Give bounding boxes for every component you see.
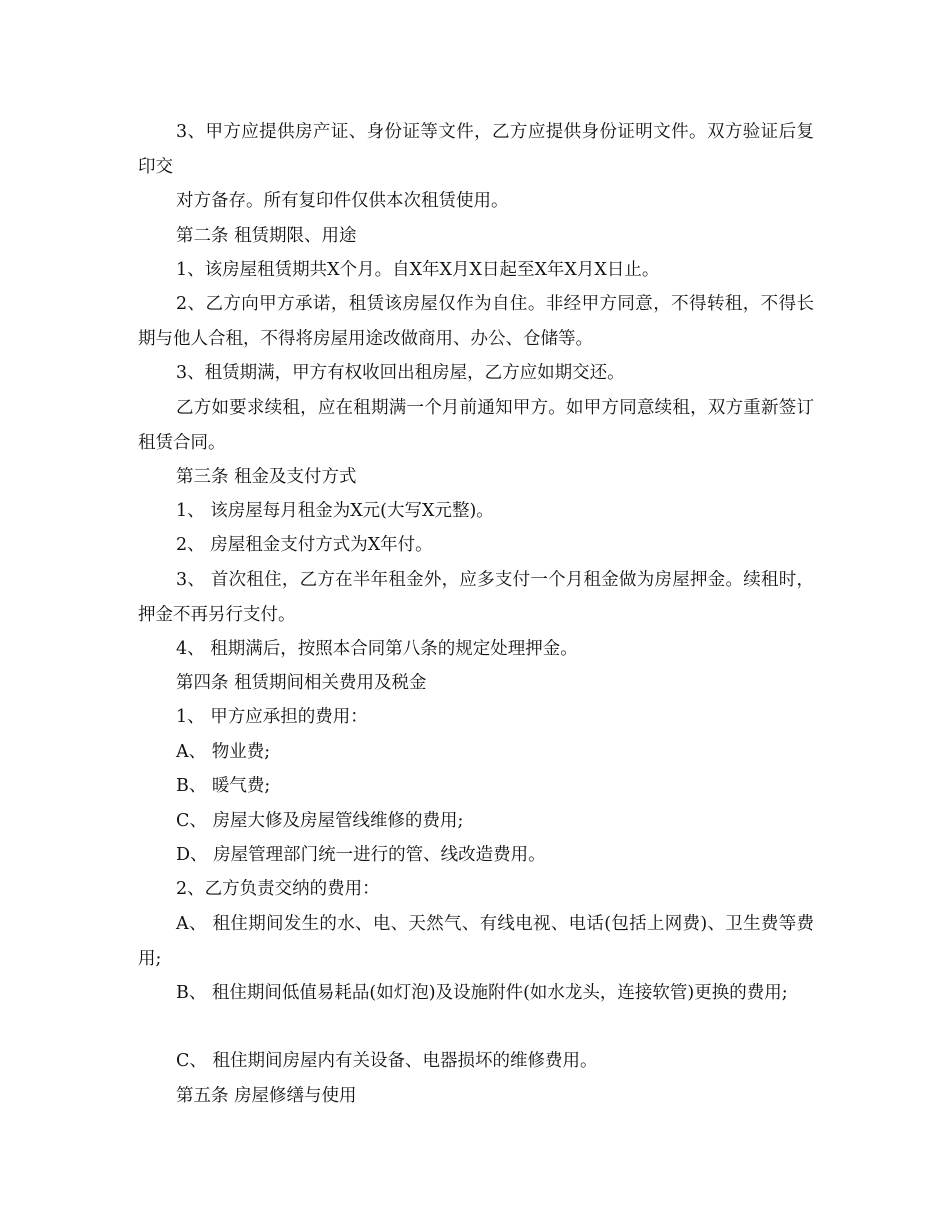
section-heading: 第四条 租赁期间相关费用及税金 <box>176 673 427 693</box>
clause-paragraph: 2、乙方向甲方承诺，租赁该房屋仅作为自住。非经甲方同意，不得转租，不得长期与他人合租，不得将房屋用途改做商用、办公、仓储等。 <box>138 294 814 349</box>
list-item: C、 租住期间房屋内有关设备、电器损坏的维修费用。 <box>176 1051 598 1071</box>
clause-paragraph: 3、 首次租住，乙方在半年租金外，应多支付一个月租金做为房屋押金。续租时，押金不再另行支付。 <box>138 570 814 625</box>
clause-paragraph: 乙方如要求续租，应在租期满一个月前通知甲方。如甲方同意续租，双方重新签订租赁合同。 <box>138 398 814 453</box>
list-item: C、 房屋大修及房屋管线维修的费用; <box>176 811 464 831</box>
clause-paragraph: 1、 甲方应承担的费用： <box>176 707 368 727</box>
clause-paragraph: 4、 租期满后，按照本合同第八条的规定处理押金。 <box>176 639 578 659</box>
section-heading: 第五条 房屋修缮与使用 <box>176 1086 357 1106</box>
clause-paragraph: 1、该房屋租赁期共X个月。自X年X月X日起至X年X月X日止。 <box>176 260 660 280</box>
clause-paragraph: 3、甲方应提供房产证、身份证等文件，乙方应提供身份证明文件。双方验证后复印交 <box>138 122 814 177</box>
list-item: D、 房屋管理部门统一进行的管、线改造费用。 <box>176 845 546 865</box>
list-item: B、 租住期间低值易耗品(如灯泡)及设施附件(如水龙头，连接软管)更换的费用; <box>176 983 788 1003</box>
list-item: B、 暖气费; <box>176 776 271 796</box>
section-heading: 第二条 租赁期限、用途 <box>176 226 357 246</box>
section-heading: 第三条 租金及支付方式 <box>176 467 357 487</box>
clause-paragraph: 对方备存。所有复印件仅供本次租赁使用。 <box>176 191 509 211</box>
clause-paragraph: 2、乙方负责交纳的费用： <box>176 879 380 899</box>
clause-paragraph: 3、租赁期满，甲方有权收回出租房屋，乙方应如期交还。 <box>176 363 625 383</box>
list-item: A、 物业费; <box>176 742 271 762</box>
list-item: A、 租住期间发生的水、电、天然气、有线电视、电话(包括上网费)、卫生费等费用; <box>138 914 814 969</box>
clause-paragraph: 1、 该房屋每月租金为X元(大写X元整)。 <box>176 501 494 521</box>
clause-paragraph: 2、 房屋租金支付方式为X年付。 <box>176 535 433 555</box>
